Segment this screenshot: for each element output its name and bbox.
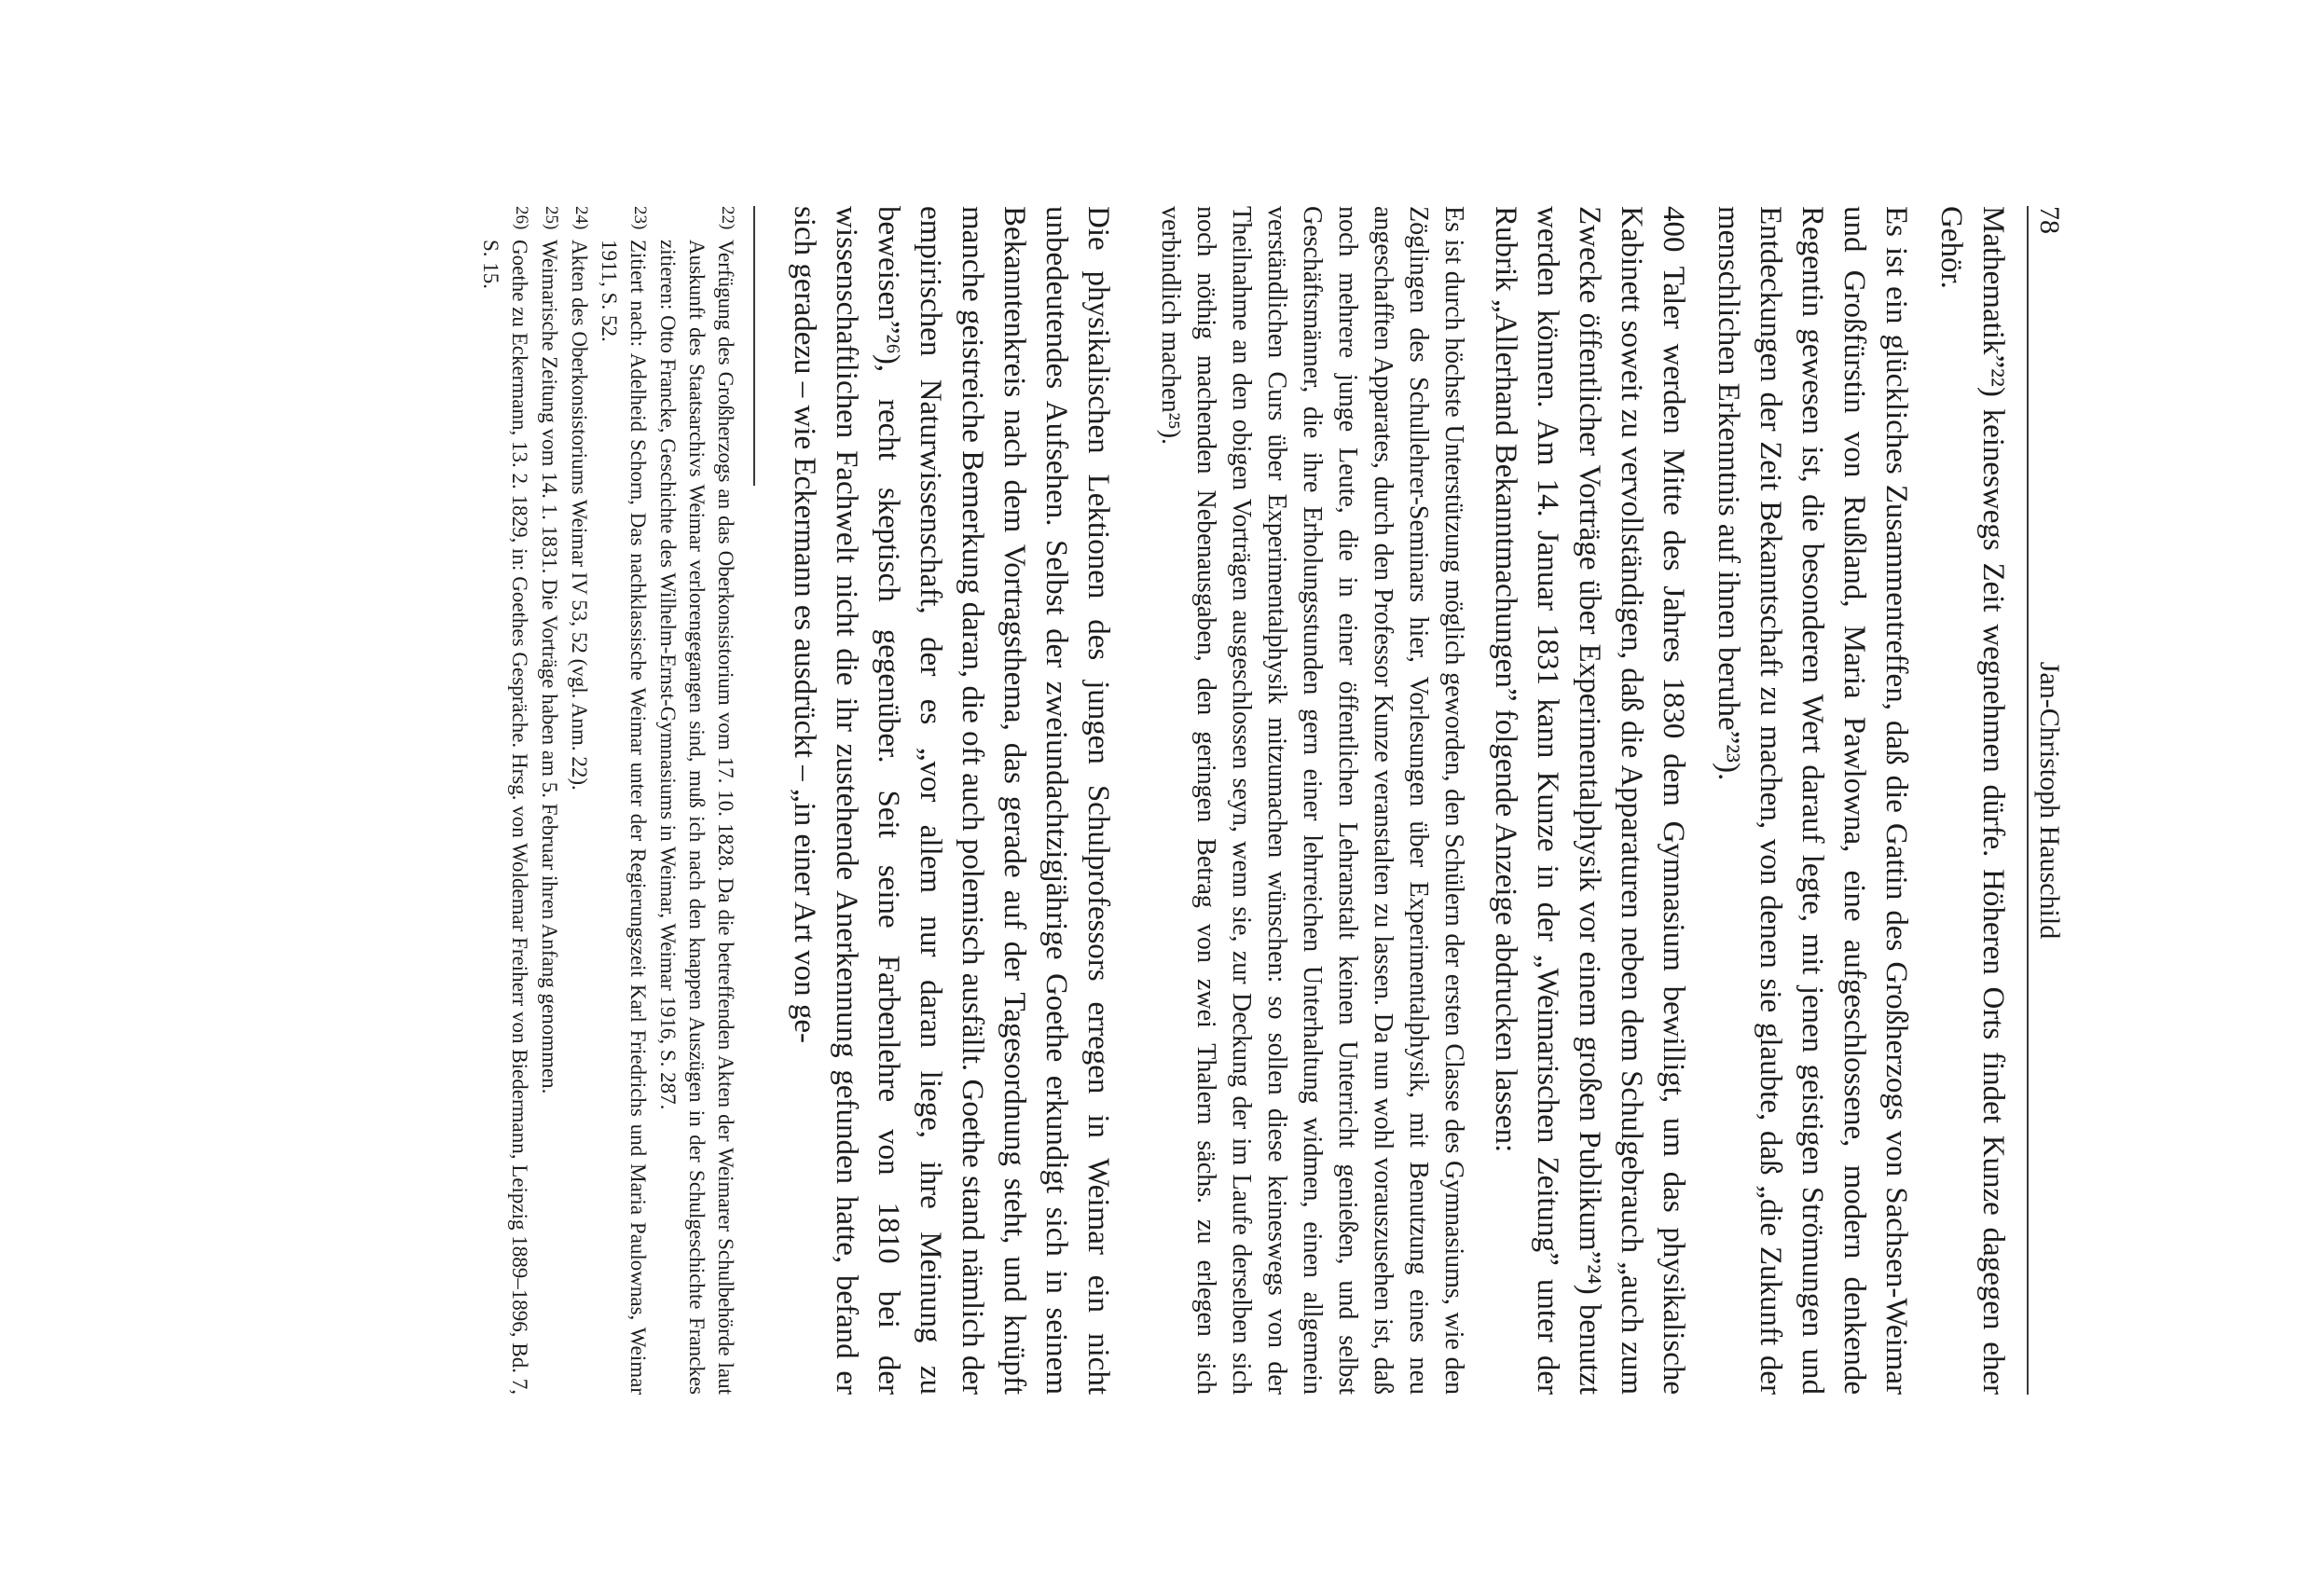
paragraph-lektionen: Die physikalischen Lektionen des jungen Schulprofessors erregen in Weimar ein nicht unbedeutendes Aufsehen. Selbst der zweiundachtzigjährige Goethe erkundigt sich in seinem Bekanntenkreis nach dem Vortragsthema, das gerade auf der Tagesordnung steht, und knüpft manche geistreiche Bemerkung daran, die oft auch polemisch ausfällt. Goethe stand nämlich der empirischen Naturwissenschaft, der es „vor allem nur daran liege, ihre Meinung zu beweisen”²⁶), recht skeptisch gegenüber. Seit seine Farbenlehre von 1810 bei der wissenschaftlichen Fachwelt nicht die ihr zustehende Anerkennung gefunden hatte, befand er sich geradezu – wie Eckermann es ausdrückt – „in einer Art von ge- xyxy=(788,206,1115,1395)
document-page xyxy=(214,150,2098,1446)
footnote-23 xyxy=(595,206,653,1395)
paragraph-taler: 400 Taler werden Mitte des Jahres 1830 dem Gymnasium bewilligt, um das physikalische Kabinett soweit zu vervollständigen, daß die Apparaturen neben dem Schulgebrauch „auch zum Zwecke öffentlicher Vorträge über Experimentalphysik vor einem großen Publikum”²⁴) benutzt werden können. Am 14. Januar 1831 kann Kunze in der „Weimarischen Zeitung” unter der Rubrik „Allerhand Bekanntmachungen” folgende Anzeige abdrucken lassen: xyxy=(1489,206,1690,1395)
footnote-25 xyxy=(535,206,564,1395)
footnote-mark: 25) xyxy=(542,206,561,230)
footnote-mark: 23) xyxy=(630,206,650,230)
footnote-text: Goethe zu Eckermann, 13. 2. 1829, in: Goethes Gespräche. Hrsg. von Woldemar Freiherr von Biedermann, Leipzig 1889–1896, Bd. 7, S. 15. xyxy=(479,240,531,1395)
footnote-24 xyxy=(565,206,594,1395)
section-gap xyxy=(1119,206,1139,1395)
running-head xyxy=(2027,206,2070,1395)
footnote-rule xyxy=(753,206,755,486)
footnote-text: Verfügung des Großherzogs an das Oberkonsistorium vom 17. 10. 1828. Da die betreffenden Akten der Weimarer Schulbehörde laut Auskunft des Staatsarchivs Weimar verlorengegangen sind, muß ich nach den knappen Auszügen in der Schulgeschichte Franckes zitieren: Otto Francke, Geschichte des Wilhelm-Ernst-Gymnasiums in Weimar, Weimar 1916, S. 287. xyxy=(656,240,737,1395)
header-author: Jan-Christoph Hauschild xyxy=(2034,661,2065,940)
footnotes xyxy=(476,206,740,1395)
body-text xyxy=(783,206,2014,1395)
page-number: 78 xyxy=(2034,206,2065,234)
footnote-text: Weimarische Zeitung vom 14. 1. 1831. Die Vorträge haben am 5. Februar ihren Anfang genommen. xyxy=(538,240,561,1094)
footnote-26 xyxy=(476,206,534,1395)
paragraph-zusammentreffen: Es ist ein glückliches Zusammentreffen, daß die Gattin des Großherzogs von Sachsen-Weimar und Großfürstin von Rußland, Maria Pawlowna, eine aufgeschlossene, modern denkende Regentin gewesen ist, die besonderen Wert darauf legte, mit jenen geistigen Strömungen und Entdeckungen der Zeit Bekanntschaft zu machen, von denen sie glaubte, daß „die Zukunft der menschlichen Erkenntnis auf ihnen beruhe”²³). xyxy=(1712,206,1913,1395)
paragraph-mathematik: Mathematik”²²) keineswegs Zeit wegnehmen dürfe. Höheren Orts findet Kunze dagegen eher Gehör. xyxy=(1934,206,2010,1395)
footnote-text: Zitiert nach: Adelheid Schorn, Das nachklassische Weimar unter der Regierungszeit Karl Friedrichs und Maria Paulownas, Weimar 1911, S. 52. xyxy=(598,240,650,1395)
footnote-22 xyxy=(654,206,740,1395)
quoted-announcement: Es ist durch höchste Unterstützung möglich geworden, den Schülern der ersten Classe des Gymnasiums, wie den Zöglingen des Schullehrer-Seminars hier, Vorlesungen über Experimentalphysik, mit Benutzung eines neu angeschafften Apparates, durch den Professor Kunze veranstalten zu lassen. Da nun wohl vorauszusehen ist, daß noch mehrere junge Leute, die in einer öffentlichen Lehranstalt keinen Unterricht genießen, und selbst Geschäftsmänner, die ihre Erholungsstunden gern einer lehrreichen Unterhaltung widmen, einen allgemein verständlichen Curs über Experimentalphysik mitzumachen wünschen: so sollen diese keineswegs von der Theilnahme an den obigen Vorträgen ausgeschlossen seyn, wenn sie, zur Deckung der im Laufe derselben sich noch nöthig machenden Nebenausgaben, den geringen Betrag von zwei Thalern sächs. zu erlegen sich verbindlich machen²⁵). xyxy=(1156,206,1468,1395)
footnote-mark: 22) xyxy=(718,206,737,230)
footnote-text: Akten des Oberkonsistoriums Weimar IV 53, 52 (vgl. Anm. 22). xyxy=(568,240,591,791)
footnote-mark: 26) xyxy=(512,206,531,230)
footnote-mark: 24) xyxy=(571,206,591,230)
